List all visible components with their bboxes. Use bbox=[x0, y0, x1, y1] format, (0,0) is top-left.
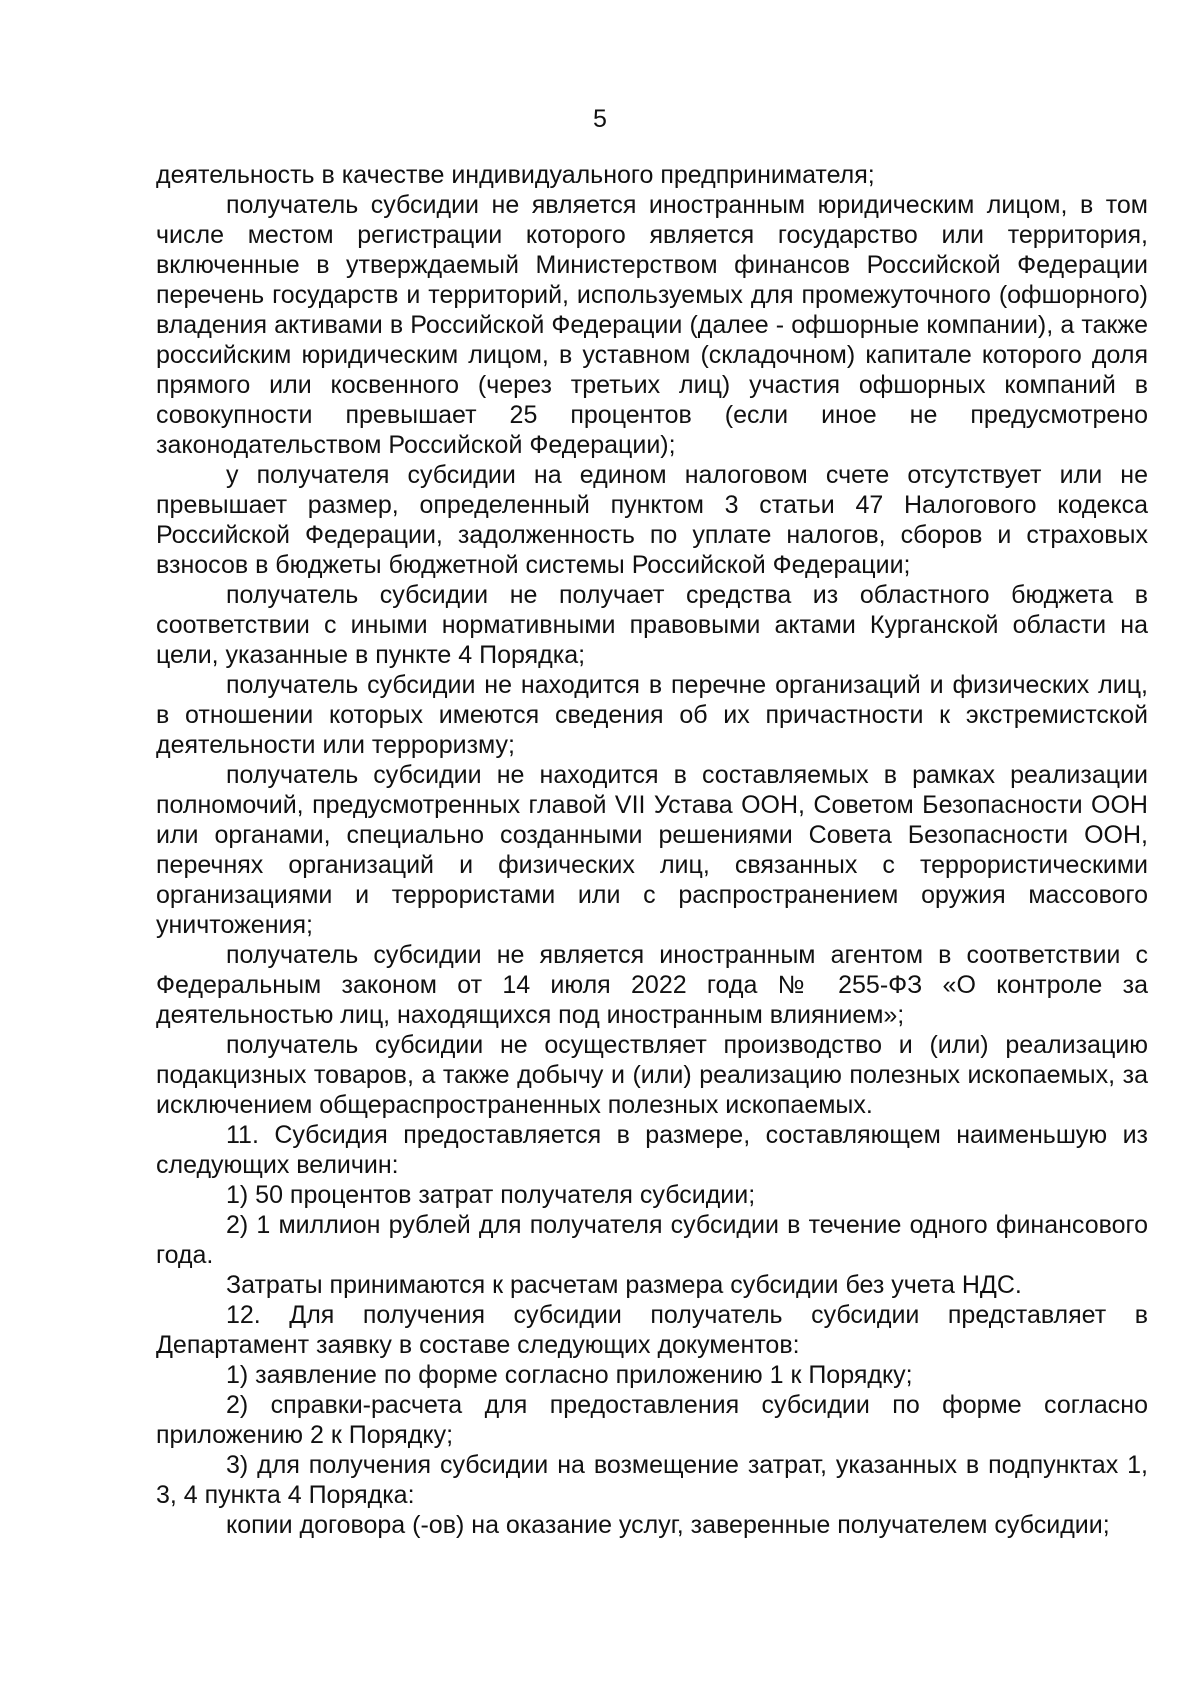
paragraph-6: получатель субсидии не находится в составляемых в рамках реализации полномочий, предусмотренных главой VII Устава ООН, Советом Безопасности ООН или органами, специально созданными решениями Совета Безопасности ООН, перечнях организаций и физических лиц, связанных с террористическими организациями и террористами или с распространением оружия массового уничтожения; bbox=[156, 761, 1148, 939]
paragraph-1: деятельность в качестве индивидуального предпринимателя; bbox=[156, 161, 875, 189]
paragraph-4: получатель субсидии не получает средства из областного бюджета в соответствии с иными нормативными правовыми актами Курганской области на цели, указанные в пункте 4 Порядка; bbox=[156, 581, 1148, 669]
paragraph-13: 12. Для получения субсидии получатель субсидии представляет в Департамент заявку в составе следующих документов: bbox=[156, 1301, 1148, 1359]
paragraph-10: 1) 50 процентов затрат получателя субсидии; bbox=[226, 1181, 756, 1209]
paragraph-17: копии договора (-ов) на оказание услуг, заверенные получателем субсидии; bbox=[226, 1511, 1110, 1539]
paragraph-16: 3) для получения субсидии на возмещение затрат, указанных в подпунктах 1, 3, 4 пункта 4 Порядка: bbox=[156, 1451, 1148, 1509]
paragraph-12: Затраты принимаются к расчетам размера субсидии без учета НДС. bbox=[226, 1271, 1022, 1299]
paragraph-8: получатель субсидии не осуществляет производство и (или) реализацию подакцизных товаров, а также добычу и (или) реализацию полезных ископаемых, за исключением общераспространенных полезных ископаемых. bbox=[156, 1031, 1148, 1119]
paragraph-3: у получателя субсидии на едином налоговом счете отсутствует или не превышает размер, определенный пунктом 3 статьи 47 Налогового кодекса Российской Федерации, задолженность по уплате налогов, сборов и страховых взносов в бюджеты бюджетной системы Российской Федерации; bbox=[156, 461, 1148, 579]
paragraph-2: получатель субсидии не является иностранным юридическим лицом, в том числе местом регистрации которого является государство или территория, включенные в утверждаемый Министерством финансов Российской Федерации перечень государств и территорий, используемых для промежуточного (офшорного) владения активами в Российской Федерации (далее - офшорные компании), а также российским юридическим лицом, в уставном (складочном) капитале которого доля прямого или косвенного (через третьих лиц) участия офшорных компаний в совокупности превышает 25 процентов (если иное не предусмотрено законодательством Российской Федерации); bbox=[156, 191, 1148, 459]
paragraph-15: 2) справки-расчета для предоставления субсидии по форме согласно приложению 2 к Порядку; bbox=[156, 1391, 1148, 1449]
paragraph-5: получатель субсидии не находится в перечне организаций и физических лиц, в отношении которых имеются сведения об их причастности к экстремистской деятельности или терроризму; bbox=[156, 671, 1148, 759]
page-number: 5 bbox=[593, 105, 607, 133]
document-body bbox=[156, 160, 1148, 1540]
paragraph-14: 1) заявление по форме согласно приложению 1 к Порядку; bbox=[226, 1361, 913, 1389]
paragraph-11: 2) 1 миллион рублей для получателя субсидии в течение одного финансового года. bbox=[156, 1211, 1148, 1269]
paragraph-7: получатель субсидии не является иностранным агентом в соответствии с Федеральным законом от 14 июля 2022 года № 255-ФЗ «О контроле за деятельностью лиц, находящихся под иностранным влиянием»; bbox=[156, 941, 1148, 1029]
paragraph-9: 11. Субсидия предоставляется в размере, составляющем наименьшую из следующих величин: bbox=[156, 1121, 1148, 1179]
